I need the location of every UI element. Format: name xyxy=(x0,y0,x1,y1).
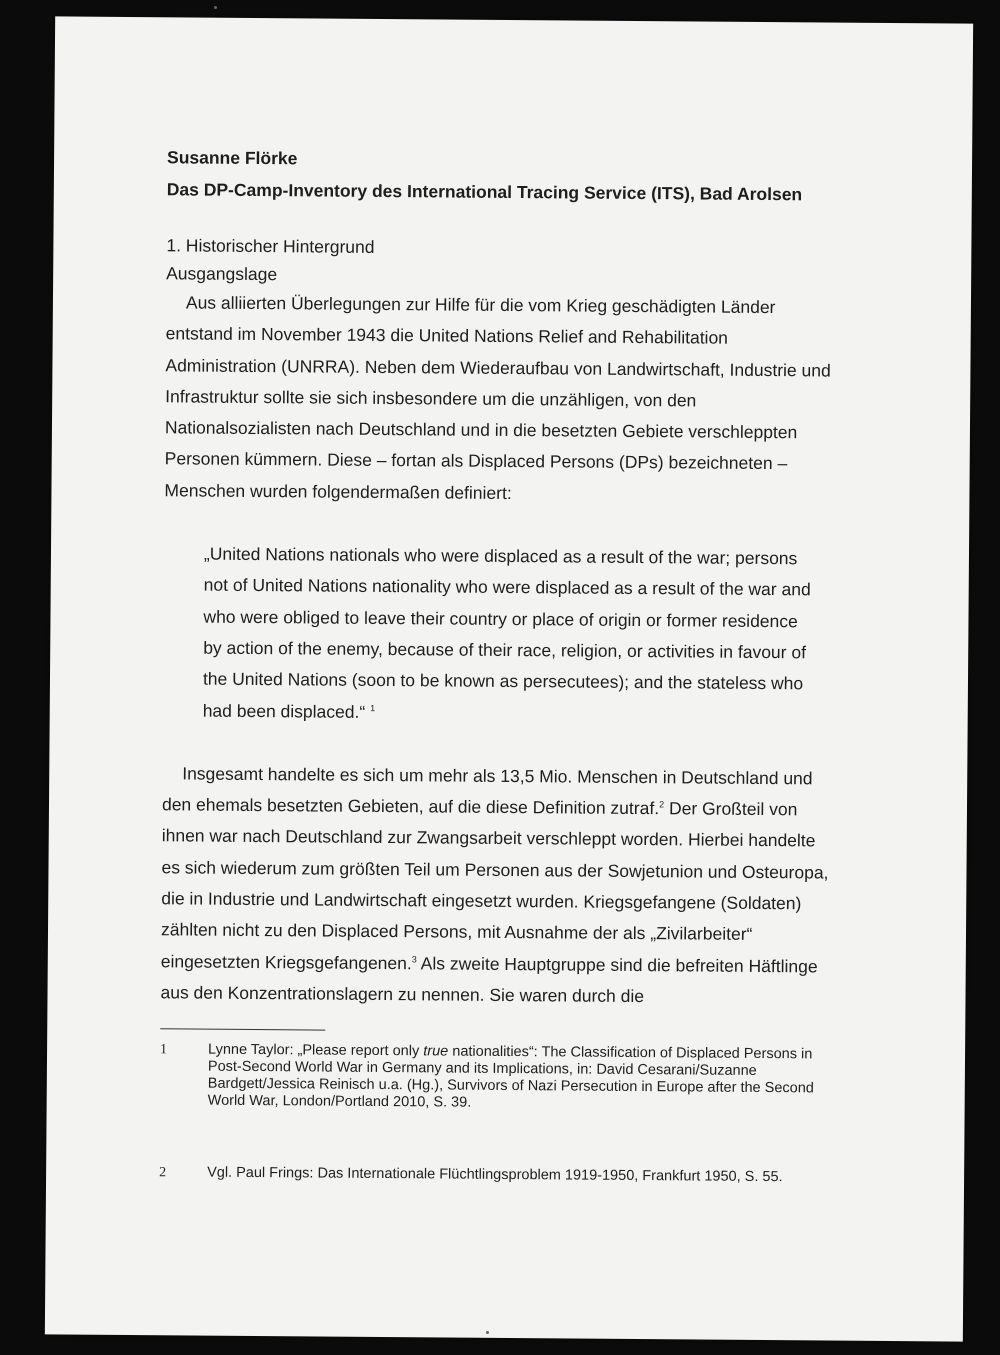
author-name: Susanne Flörke xyxy=(167,147,298,169)
document-page xyxy=(45,16,973,1341)
footnote-number: 2 xyxy=(159,1165,167,1181)
footnote-italic: true xyxy=(423,1043,449,1060)
footnote-ref: 2 xyxy=(659,799,665,810)
footnote-ref: 1 xyxy=(370,702,376,713)
quote-text: „United Nations nationals who were displaced as a result of the war; persons not of United Nations nationality who were displaced as a result of the war and who were obliged to leave their country or place of origin or former residence by action of the enemy, because of their race, religion, or activities in favour of the United Nations (soon to be known as persecutees); and the stateless who had been displaced.“ xyxy=(202,543,811,722)
footnote-2 xyxy=(159,1165,829,1187)
paragraph-1: Aus alliierten Überlegungen zur Hilfe für die vom Krieg geschädigten Länder entstand im November 1943 die United Nations Relief and Rehabilitation Administration (UNRRA). Neben dem Wiederaufbau von Landwirtschaft, Industrie und Infrastruktur sollte sie sich insbesondere um die unzähligen, von den Nationalsozialisten nach Deutschland und in die besetzten Gebiete verschleppten Personen kümmern. Diese – fortan als Displaced Persons (DPs) bezeichneten – Menschen wurden folgendermaßen definiert: xyxy=(164,292,831,503)
footnote-text xyxy=(208,1042,831,1115)
footnote-text-part: Lynne Taylor: „Please report only xyxy=(208,1041,424,1060)
dust-speck xyxy=(214,6,217,9)
block-quote xyxy=(203,539,814,732)
paragraph-2 xyxy=(160,758,832,1014)
dust-speck xyxy=(486,1331,489,1334)
footnote-divider xyxy=(160,1029,325,1031)
document-title: Das DP-Camp-Inventory des International Tracing Service (ITS), Bad Arolsen xyxy=(166,179,803,205)
footnote-1 xyxy=(160,1042,831,1115)
footnote-ref: 3 xyxy=(411,954,417,965)
paragraph-2-text: Als zweite Hauptgruppe sind die befreiten Häftlinge aus den Konzentrationslagern zu nennen. Sie waren durch die xyxy=(160,952,818,1007)
document-content xyxy=(159,145,837,1198)
paragraph-2-text: Insgesamt handelte es sich um mehr als 13,5 Mio. Menschen in Deutschland und den ehemals besetzten Gebieten, auf die diese Definition zutraf. xyxy=(161,763,813,819)
subheading: Ausgangslage xyxy=(166,263,278,285)
paragraph-2-text: Der Großteil von ihnen war nach Deutschland zur Zwangsarbeit verschleppt worden. Hierbei handelte es sich wiederum zum größten Teil um Personen aus der Sowjetunion und Osteuropa, die in Industrie und Landwirtschaft eingesetzt wurden. Kriegsgefangene (Soldaten) zählten nicht zu den Displaced Persons, mit Ausnahme der als „Zivilarbeiter“ eingesetzten Kriegsgefangenen. xyxy=(160,798,829,973)
footnote-number: 1 xyxy=(160,1042,168,1058)
footnote-text-part: nationalities“: The Classification of Displaced Persons in Post-Second World War in Germany and its Implications, in: David Cesarani/Suzanne Bardgett/Jessica Reinisch u.a. (Hg.), Survivors of Nazi Persecution in Europe after the Second World War, London/Portland 2010, S. 39. xyxy=(207,1043,814,1111)
footnote-text: Vgl. Paul Frings: Das Internationale Flüchtlingsproblem 1919-1950, Frankfurt 1950, S. 55. xyxy=(207,1164,783,1186)
section-heading: 1. Historischer Hintergrund xyxy=(166,235,375,257)
